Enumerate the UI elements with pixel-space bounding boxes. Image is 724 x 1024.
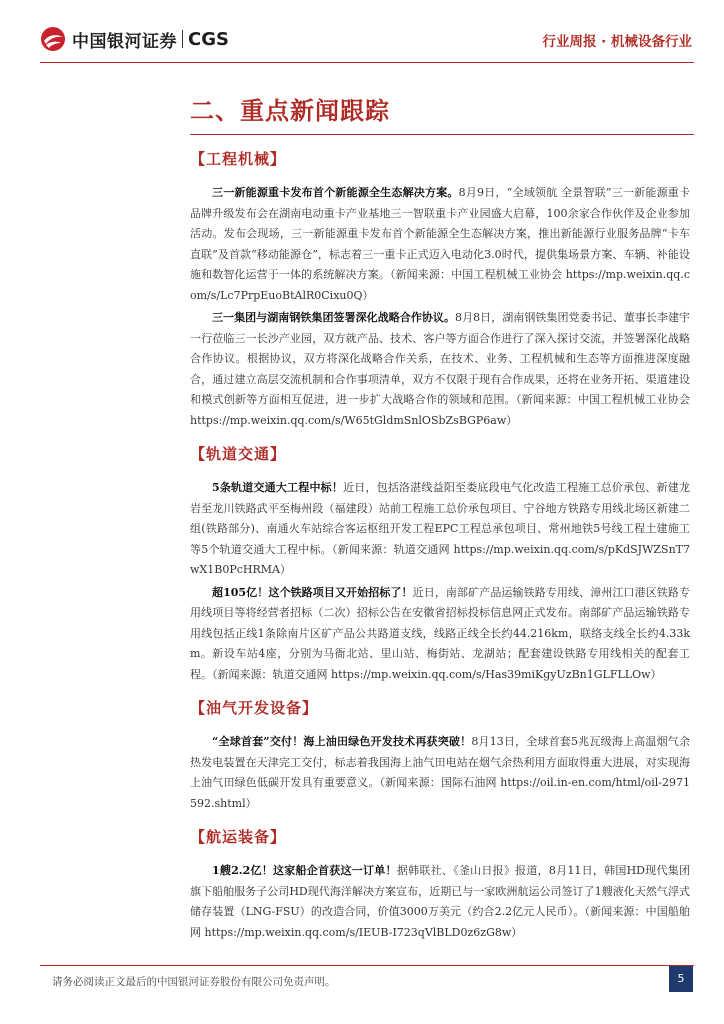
news-headline: “全球首套”交付！海上油田绿色开发技术再获突破！: [212, 735, 472, 748]
category-heading: 【航运装备】: [190, 828, 287, 846]
news-item: [190, 583, 690, 686]
footer-divider: [40, 965, 694, 966]
news-body: 据韩联社、《釜山日报》报道，8月11日，韩国HD现代集团旗下船舶服务子公司HD现代海洋解决方案宣布，近期已与一家欧洲航运公司签订了1艘液化天然气浮式储存装置（LNG-FSU）的改造合同，价值3000万美元（约合2.2亿元人民币）。（新闻来源：中国船舶网 https://mp.weixin.qq.com/s/IEUB-I723qVlBLD0z6zG8w）: [190, 864, 690, 939]
news-item: [190, 861, 690, 943]
news-body: 近日，南部矿产品运输铁路专用线、漳州江口港区铁路专用线项目等将经营者招标（二次）招标公告在安徽省招标投标信息网正式发布。南部矿产品运输铁路专用线包括正线1条除南片区矿产品公共路道支线，线路正线全长约44.216km，联络支线全长约4.33km。新设车站4座，分别为马衙北站、里山站、梅街站、龙湖站；配套建设铁路专用线相关的配套工程。（新闻来源：轨道交通网 https://mp.weixin.qq.com/s/Has39miKgyUzBn1GLFLLOw）: [190, 585, 690, 681]
logo-divider: [182, 30, 183, 48]
logo-en-text: CGS: [188, 28, 229, 50]
logo-text: 中国银河证券: [72, 31, 177, 52]
page-header: [0, 0, 724, 72]
company-logo: [40, 26, 229, 52]
news-item: [190, 732, 690, 814]
title-divider: [190, 134, 694, 135]
news-content: [190, 148, 690, 945]
news-item: [190, 478, 690, 581]
news-headline: 三一集团与湖南钢铁集团签署深化战略合作协议。: [212, 311, 456, 324]
report-type: 行业周报 · 机械设备行业: [542, 34, 692, 50]
news-headline: 三一新能源重卡发布首个新能源全生态解决方案。: [212, 186, 459, 199]
news-body: 近日，包括洛湛线益阳至娄底段电气化改造工程施工总价承包、新建龙岩至龙川铁路武平至梅州段（福建段）站前工程施工总价承包项目、宁谷地方铁路专用线北场区新建二组(铁路部分)、南通火车站综合客运枢纽开发工程EPC工程总承包项目、常州地铁5号线工程土建施工等5个轨道交通大工程中标。（新闻来源：轨道交通网 https://mp.weixin.qq.com/s/pKdSJWZSnT7wX1B0PcHRMA）: [190, 481, 691, 576]
footer-disclaimer: 请务必阅读正文最后的中国银河证券股份有限公司免责声明。: [52, 976, 336, 988]
galaxy-logo-icon: [40, 26, 66, 52]
header-divider: [40, 62, 694, 63]
news-headline: 5条轨道交通大工程中标！: [212, 481, 344, 494]
category-heading: 【油气开发设备】: [190, 699, 319, 717]
category-heading: 【轨道交通】: [190, 445, 287, 463]
news-body: 8月9日，“全域领航 全景智联”三一新能源重卡品牌升级发布会在湖南电动重卡产业基地三一智联重卡产业园盛大启幕，100余家合作伙伴及企业参加活动。发布会现场，三一新能源重卡发布首个新能源全生态解决方案，推出新能源行业服务品牌“卡车直联”及首款“移动能源仓”，标志着三一重卡正式迈入电动化3.0时代，提供集场景方案、车辆、补能设施和数智化运营于一体的系统解决方案。（新闻来源：中国工程机械工业协会 https://mp.weixin.qq.com/s/Lc7PrpEuoBtAlR0Cixu0Q）: [190, 186, 690, 302]
news-headline: 1艘2.2亿！这家船企首获这一订单！: [212, 864, 397, 877]
category-heading: 【工程机械】: [190, 150, 287, 168]
news-body: 8月8日，湖南钢铁集团党委书记、董事长李建宇一行莅临三一长沙产业园，双方就产品、技术、客户等方面合作进行了深入探讨交流，并签署深化战略合作协议。根据协议，双方将深化战略合作关系，在技术、业务、工程机械和生态等方面推进深度融合，通过建立高层交流机制和合作事项清单，双方不仅限于现有合作成果，还将在业务开拓、渠道建设和模式创新等方面相互促进，进一步扩大战略合作的领域和范围。（新闻来源：中国工程机械工业协会 https://mp.weixin.qq.com/s/W65tGldmSnlOSbZsBGP6aw）: [190, 311, 691, 427]
news-body: 8月13日，全球首套5兆瓦级海上高温烟气余热发电装置在天津完工交付，标志着我国海上油气田电站在烟气余热利用方面取得重大进展，对实现海上油气田绿色低碳开发具有重要意义。（新闻来源：国际石油网 https://oil.in-en.com/html/oil-2971592.shtml）: [190, 735, 690, 810]
news-item: [190, 183, 690, 306]
news-item: [190, 308, 690, 431]
news-headline: 超105亿！这个铁路项目又开始招标了！: [212, 585, 413, 599]
section-title: 二、重点新闻跟踪: [190, 96, 390, 125]
page-number: 5: [669, 966, 693, 992]
